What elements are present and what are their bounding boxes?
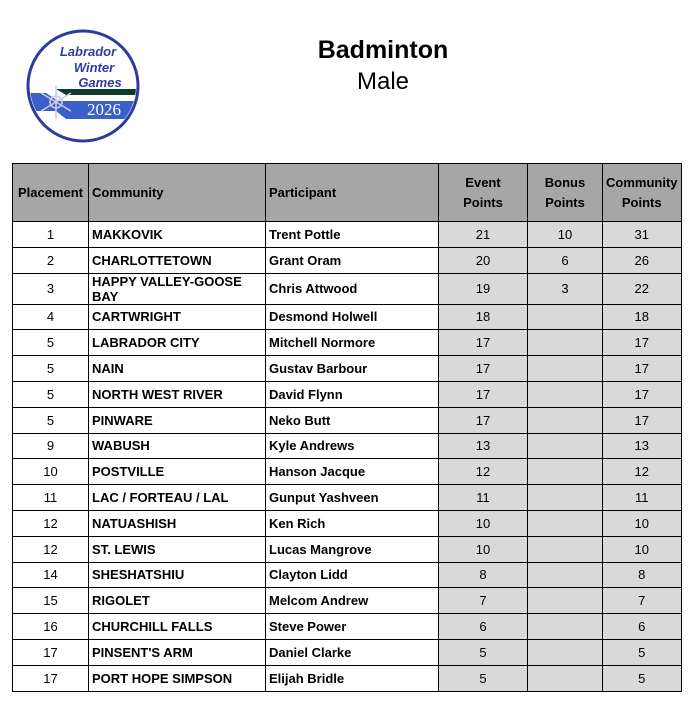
cell-event-points: 17 [439, 330, 528, 356]
cell-participant: Chris Attwood [266, 273, 439, 304]
table-row [13, 536, 682, 562]
cell-bonus-points [528, 665, 603, 691]
cell-community-points: 10 [603, 536, 682, 562]
cell-placement: 11 [13, 485, 89, 511]
col-community-points-l2: Points [621, 194, 662, 210]
cell-bonus-points [528, 485, 603, 511]
cell-community: ST. LEWIS [89, 536, 266, 562]
cell-community-points: 5 [603, 665, 682, 691]
cell-bonus-points: 3 [528, 273, 603, 304]
cell-event-points: 17 [439, 356, 528, 382]
table-row [13, 614, 682, 640]
cell-community: CHARLOTTETOWN [89, 247, 266, 273]
cell-placement: 10 [13, 459, 89, 485]
cell-community-points: 8 [603, 562, 682, 588]
cell-community-points: 11 [603, 485, 682, 511]
cell-community: NATUASHISH [89, 510, 266, 536]
table-row [13, 407, 682, 433]
table-row [13, 222, 682, 248]
cell-community: SHESHATSHIU [89, 562, 266, 588]
table-row [13, 562, 682, 588]
cell-community-points: 17 [603, 407, 682, 433]
cell-participant: Melcom Andrew [266, 588, 439, 614]
cell-placement: 5 [13, 356, 89, 382]
cell-event-points: 7 [439, 588, 528, 614]
cell-participant: Hanson Jacque [266, 459, 439, 485]
cell-bonus-points [528, 407, 603, 433]
cell-placement: 5 [13, 330, 89, 356]
table-row [13, 247, 682, 273]
cell-placement: 15 [13, 588, 89, 614]
cell-bonus-points [528, 304, 603, 330]
table-row [13, 665, 682, 691]
cell-community: WABUSH [89, 433, 266, 459]
cell-bonus-points [528, 639, 603, 665]
logo-text-line1: Labrador [59, 44, 117, 59]
cell-participant: Gunput Yashveen [266, 485, 439, 511]
cell-participant: Mitchell Normore [266, 330, 439, 356]
cell-community: NORTH WEST RIVER [89, 381, 266, 407]
cell-participant: Steve Power [266, 614, 439, 640]
cell-bonus-points: 10 [528, 222, 603, 248]
cell-participant: Desmond Holwell [266, 304, 439, 330]
table-row [13, 588, 682, 614]
cell-placement: 4 [13, 304, 89, 330]
cell-placement: 17 [13, 665, 89, 691]
logo-text-line2: Winter [73, 60, 115, 75]
cell-placement: 12 [13, 510, 89, 536]
event-title: Badminton [317, 36, 449, 64]
cell-community-points: 18 [603, 304, 682, 330]
cell-placement: 14 [13, 562, 89, 588]
cell-placement: 2 [13, 247, 89, 273]
cell-community-points: 12 [603, 459, 682, 485]
table-row [13, 273, 682, 304]
logo-text-line3: Games [78, 75, 122, 90]
cell-community: PINWARE [89, 407, 266, 433]
cell-event-points: 12 [439, 459, 528, 485]
cell-placement: 3 [13, 273, 89, 304]
cell-participant: David Flynn [266, 381, 439, 407]
cell-community: HAPPY VALLEY-GOOSE BAY [89, 273, 266, 304]
cell-event-points: 5 [439, 665, 528, 691]
cell-community: CARTWRIGHT [89, 304, 266, 330]
cell-event-points: 8 [439, 562, 528, 588]
cell-event-points: 19 [439, 273, 528, 304]
cell-bonus-points [528, 356, 603, 382]
cell-event-points: 20 [439, 247, 528, 273]
table-row [13, 485, 682, 511]
cell-community: PORT HOPE SIMPSON [89, 665, 266, 691]
col-community-points-l1: Community [606, 174, 678, 190]
event-division: Male [356, 68, 410, 95]
cell-event-points: 17 [439, 381, 528, 407]
cell-community: NAIN [89, 356, 266, 382]
cell-community: MAKKOVIK [89, 222, 266, 248]
cell-bonus-points [528, 510, 603, 536]
cell-community: LABRADOR CITY [89, 330, 266, 356]
cell-placement: 1 [13, 222, 89, 248]
title-block [283, 34, 483, 98]
col-bonus-points-l1: Bonus [544, 174, 586, 190]
cell-participant: Clayton Lidd [266, 562, 439, 588]
cell-event-points: 21 [439, 222, 528, 248]
cell-community-points: 7 [603, 588, 682, 614]
cell-community-points: 10 [603, 510, 682, 536]
cell-bonus-points [528, 381, 603, 407]
col-event-points-l2: Points [463, 194, 503, 210]
cell-community-points: 26 [603, 247, 682, 273]
cell-community-points: 31 [603, 222, 682, 248]
cell-placement: 9 [13, 433, 89, 459]
cell-event-points: 11 [439, 485, 528, 511]
cell-placement: 16 [13, 614, 89, 640]
cell-placement: 12 [13, 536, 89, 562]
cell-participant: Ken Rich [266, 510, 439, 536]
col-event-points [439, 164, 528, 222]
col-community-points [603, 164, 682, 222]
col-participant: Participant [266, 164, 439, 222]
table-row [13, 459, 682, 485]
cell-event-points: 5 [439, 639, 528, 665]
labrador-winter-games-logo [26, 29, 140, 143]
cell-bonus-points: 6 [528, 247, 603, 273]
cell-bonus-points [528, 330, 603, 356]
cell-community: CHURCHILL FALLS [89, 614, 266, 640]
cell-bonus-points [528, 588, 603, 614]
table-row [13, 639, 682, 665]
col-event-points-l1: Event [465, 174, 501, 190]
cell-community-points: 5 [603, 639, 682, 665]
results-body [13, 222, 682, 692]
cell-community: LAC / FORTEAU / LAL [89, 485, 266, 511]
cell-community: PINSENT'S ARM [89, 639, 266, 665]
cell-event-points: 6 [439, 614, 528, 640]
cell-placement: 5 [13, 407, 89, 433]
cell-participant: Neko Butt [266, 407, 439, 433]
cell-event-points: 13 [439, 433, 528, 459]
table-row [13, 330, 682, 356]
table-row [13, 510, 682, 536]
cell-participant: Kyle Andrews [266, 433, 439, 459]
cell-community-points: 17 [603, 381, 682, 407]
cell-event-points: 10 [439, 510, 528, 536]
logo-emblem [26, 29, 140, 143]
cell-community: POSTVILLE [89, 459, 266, 485]
cell-event-points: 10 [439, 536, 528, 562]
cell-bonus-points [528, 536, 603, 562]
results-table [12, 163, 682, 692]
cell-bonus-points [528, 562, 603, 588]
cell-bonus-points [528, 614, 603, 640]
cell-community-points: 13 [603, 433, 682, 459]
col-bonus-points [528, 164, 603, 222]
table-row [13, 356, 682, 382]
cell-participant: Lucas Mangrove [266, 536, 439, 562]
cell-event-points: 17 [439, 407, 528, 433]
cell-bonus-points [528, 459, 603, 485]
cell-community: RIGOLET [89, 588, 266, 614]
cell-community-points: 6 [603, 614, 682, 640]
col-placement: Placement [13, 164, 89, 222]
cell-event-points: 18 [439, 304, 528, 330]
cell-participant: Daniel Clarke [266, 639, 439, 665]
table-row [13, 381, 682, 407]
cell-participant: Gustav Barbour [266, 356, 439, 382]
col-bonus-points-l2: Points [545, 194, 585, 210]
col-community: Community [89, 164, 266, 222]
cell-bonus-points [528, 433, 603, 459]
cell-community-points: 17 [603, 330, 682, 356]
header-row [13, 164, 682, 222]
cell-placement: 5 [13, 381, 89, 407]
cell-community-points: 17 [603, 356, 682, 382]
table-row [13, 304, 682, 330]
cell-participant: Trent Pottle [266, 222, 439, 248]
cell-community-points: 22 [603, 273, 682, 304]
table-row [13, 433, 682, 459]
logo-year: 2026 [87, 100, 121, 119]
cell-participant: Elijah Bridle [266, 665, 439, 691]
cell-placement: 17 [13, 639, 89, 665]
cell-participant: Grant Oram [266, 247, 439, 273]
